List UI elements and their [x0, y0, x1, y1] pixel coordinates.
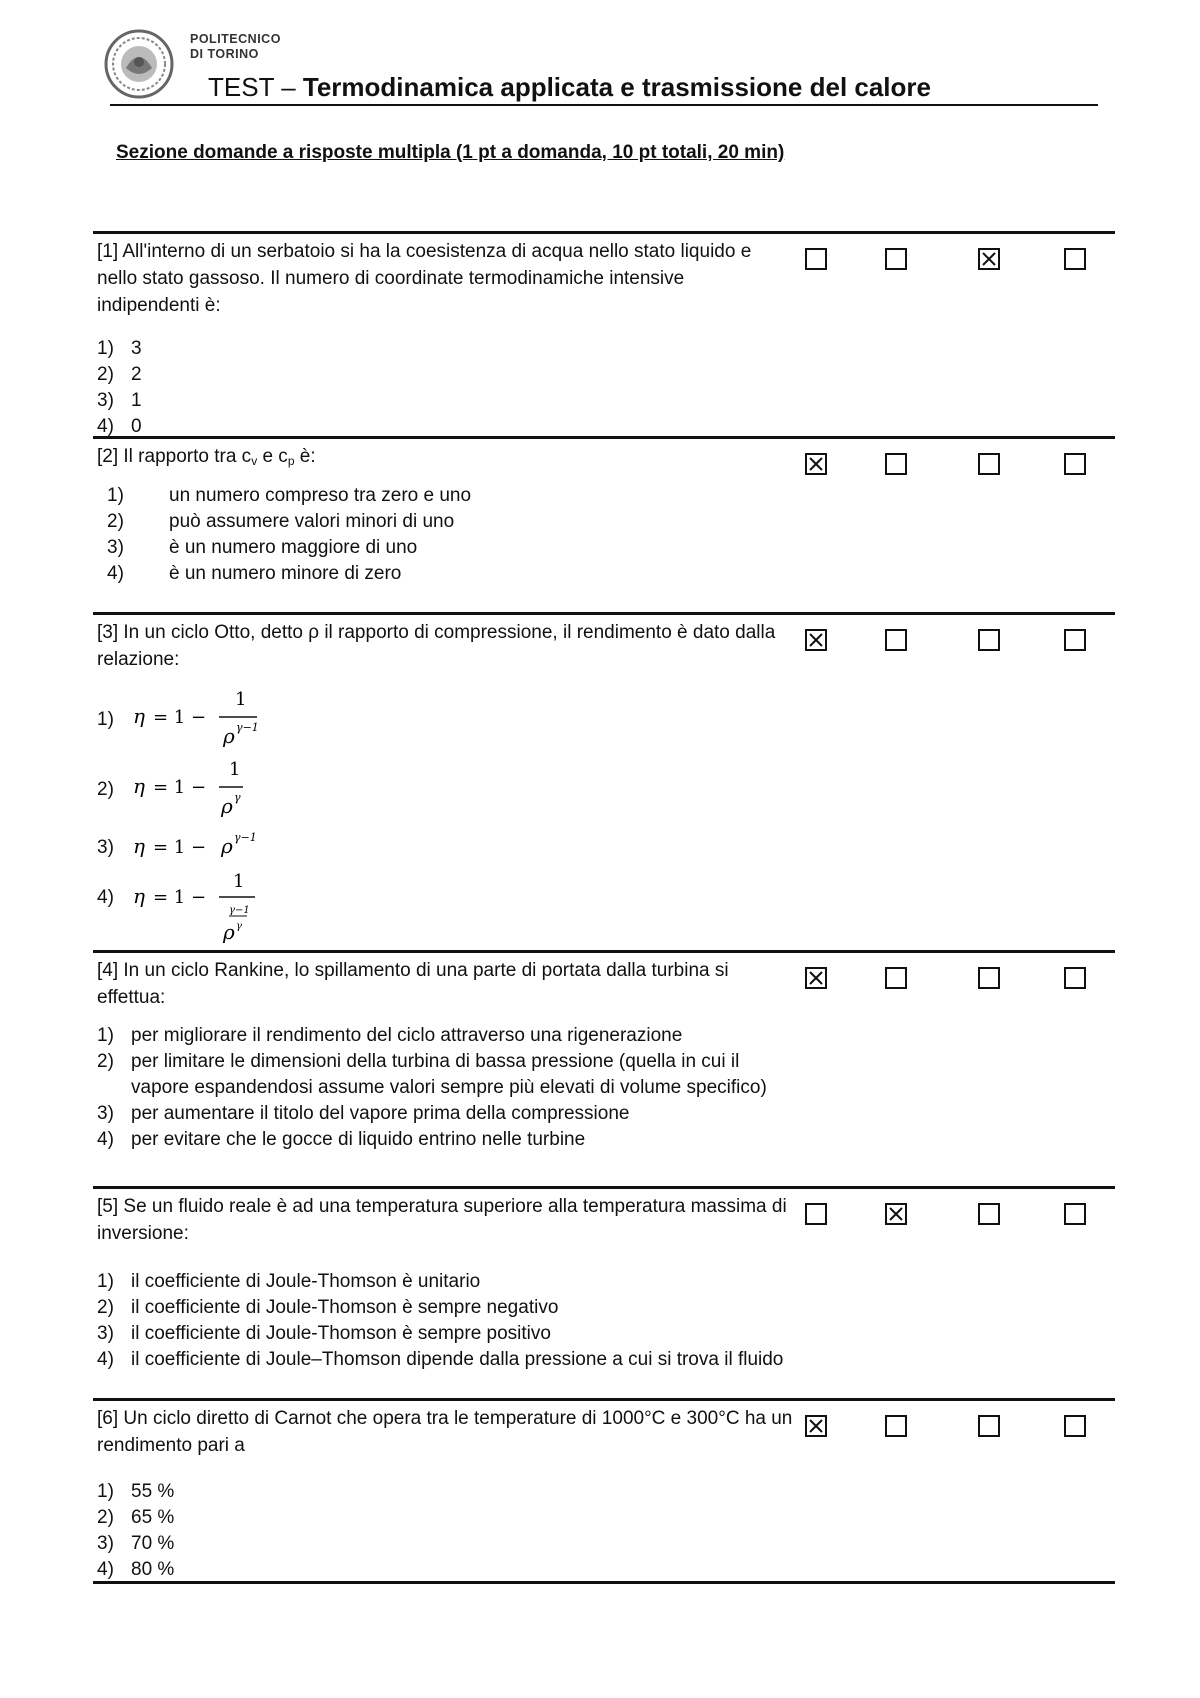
- option-text: il coefficiente di Joule-Thomson è sempre negativo: [131, 1297, 559, 1318]
- option-number: 1): [97, 338, 114, 359]
- question-text: [6] Un ciclo diretto di Carnot che opera tra le temperature di 1000°C e 300°C ha un rendimento pari a: [97, 1408, 793, 1456]
- answer-checkbox-1[interactable]: [805, 453, 827, 475]
- option-number: 4): [97, 1559, 114, 1580]
- question-text: [3] In un ciclo Otto, detto ρ il rapporto di compressione, il rendimento è dato dalla relazione:: [97, 622, 776, 670]
- title-subject: Termodinamica applicata e trasmissione del calore: [302, 72, 931, 102]
- question-5: [93, 1186, 1115, 1398]
- answer-checkbox-1[interactable]: [805, 967, 827, 989]
- options-list: [97, 685, 837, 953]
- svg-text:ρ: ρ: [221, 834, 233, 858]
- institution-name: [190, 32, 281, 62]
- answer-checkbox-3[interactable]: [978, 629, 1000, 651]
- option-4: [97, 871, 837, 953]
- option-text: 70 %: [131, 1533, 175, 1554]
- option-number: 2): [97, 364, 114, 385]
- option-number: 3): [97, 1533, 114, 1554]
- option-number: 3): [97, 837, 114, 858]
- answer-checkbox-2[interactable]: [885, 1203, 907, 1225]
- option-number: 1): [97, 709, 114, 730]
- question-text: [1] All'interno di un serbatoio si ha la coesistenza di acqua nello stato liquido e nello stato gassoso. Il numero di coordinate termodinamiche intensive indipendenti è:: [97, 241, 752, 316]
- option-3: [97, 1321, 837, 1347]
- option-text: 0: [131, 416, 142, 437]
- answer-checkbox-4[interactable]: [1064, 1415, 1086, 1437]
- option-text: un numero compreso tra zero e uno: [169, 485, 472, 506]
- svg-text:γ−1: γ−1: [229, 905, 250, 916]
- question-text-part: [2] Il rapporto tra c: [97, 446, 252, 467]
- question-4: [93, 950, 1115, 1186]
- option-text: è un numero maggiore di uno: [169, 537, 418, 558]
- option-number: 3): [97, 1323, 114, 1344]
- option-number: 3): [107, 537, 124, 558]
- answer-checkbox-3[interactable]: [978, 453, 1000, 475]
- option-text: è un numero minore di zero: [169, 563, 402, 584]
- formula-2: [131, 755, 261, 821]
- option-text: 1: [131, 390, 142, 411]
- option-text: può assumere valori minori di uno: [169, 511, 455, 532]
- question-text-part: e c: [257, 446, 288, 467]
- option-number: 4): [97, 416, 114, 437]
- svg-text:η: η: [133, 704, 145, 728]
- document-title: [208, 72, 931, 102]
- options-list: [97, 1269, 837, 1373]
- option-number: 3): [97, 1103, 114, 1124]
- answer-checkbox-3[interactable]: [978, 1415, 1000, 1437]
- option-1: [97, 1023, 837, 1049]
- option-text: per aumentare il titolo del vapore prima della compressione: [131, 1103, 630, 1124]
- svg-text:1: 1: [229, 759, 241, 780]
- svg-text:η: η: [133, 884, 145, 908]
- answer-checkbox-4[interactable]: [1064, 1203, 1086, 1225]
- option-text: 2: [131, 364, 142, 385]
- option-1: [97, 685, 837, 755]
- answer-checkbox-2[interactable]: [885, 453, 907, 475]
- answer-checkbox-4[interactable]: [1064, 248, 1086, 270]
- section-title: Sezione domande a risposte multipla (1 pt a domanda, 10 pt totali, 20 min): [116, 142, 785, 163]
- option-number: 2): [97, 779, 114, 800]
- answer-checkbox-2[interactable]: [885, 629, 907, 651]
- option-2: [97, 1049, 797, 1101]
- option-number: 2): [97, 1051, 114, 1072]
- answer-checkbox-1[interactable]: [805, 248, 827, 270]
- institution-line-1: POLITECNICO: [190, 32, 281, 46]
- options-list: [97, 1023, 837, 1153]
- option-3: [97, 823, 837, 871]
- option-text: 80 %: [131, 1559, 175, 1580]
- option-text: per evitare che le gocce di liquido entrino nelle turbine: [131, 1129, 586, 1150]
- svg-text:γ: γ: [236, 921, 242, 932]
- title-lead: TEST –: [208, 72, 303, 102]
- option-number: 2): [97, 1507, 114, 1528]
- institution-line-2: DI TORINO: [190, 47, 259, 61]
- option-text: per limitare le dimensioni della turbina di bassa pressione (quella in cui il vapore espandendosi assume valori sempre più elevati di volume specifico): [131, 1051, 767, 1098]
- answer-checkbox-2[interactable]: [885, 248, 907, 270]
- options-list: [97, 483, 837, 587]
- answer-checkbox-2[interactable]: [885, 967, 907, 989]
- formula-4: [131, 871, 261, 951]
- option-1: [97, 483, 837, 509]
- option-number: 4): [97, 1129, 114, 1150]
- option-number: 1): [107, 485, 124, 506]
- option-text: per migliorare il rendimento del ciclo attraverso una rigenerazione: [131, 1025, 683, 1046]
- options-list: [97, 1479, 837, 1583]
- cross-mark-icon: [808, 632, 824, 648]
- document-header: [104, 28, 1098, 108]
- svg-text:γ−1: γ−1: [236, 721, 259, 734]
- svg-text:γ−1: γ−1: [234, 831, 257, 844]
- options-list: [97, 336, 837, 440]
- question-text-part: è:: [294, 446, 316, 467]
- option-number: 2): [107, 511, 124, 532]
- option-text: 55 %: [131, 1481, 175, 1502]
- question-2: [93, 436, 1115, 612]
- answer-checkbox-3[interactable]: [978, 967, 1000, 989]
- answer-checkbox-1[interactable]: [805, 1415, 827, 1437]
- answer-checkbox-1[interactable]: [805, 1203, 827, 1225]
- svg-text:= 1 −: = 1 −: [153, 777, 207, 798]
- option-1: [97, 1479, 837, 1505]
- svg-text:γ: γ: [234, 791, 241, 804]
- option-number: 2): [97, 1297, 114, 1318]
- option-text: il coefficiente di Joule-Thomson è unitario: [131, 1271, 481, 1292]
- option-2: [97, 755, 837, 823]
- option-text: il coefficiente di Joule–Thomson dipende dalla pressione a cui si trova il fluido: [131, 1349, 784, 1370]
- option-number: 1): [97, 1481, 114, 1502]
- option-1: [97, 1269, 837, 1295]
- option-text: il coefficiente di Joule-Thomson è sempre positivo: [131, 1323, 551, 1344]
- svg-text:1: 1: [235, 689, 247, 710]
- answer-checkbox-4[interactable]: [1064, 453, 1086, 475]
- option-2: [97, 362, 837, 388]
- answer-checkbox-1[interactable]: [805, 629, 827, 651]
- option-3: [97, 535, 837, 561]
- questions-table: [93, 231, 1115, 1584]
- option-number: 3): [97, 390, 114, 411]
- answer-checkbox-3[interactable]: [978, 1203, 1000, 1225]
- formula-3: [131, 823, 271, 867]
- cross-mark-icon: [888, 1206, 904, 1222]
- svg-text:η: η: [133, 774, 145, 798]
- question-text: [5] Se un fluido reale è ad una temperatura superiore alla temperatura massima di inversione:: [97, 1196, 787, 1244]
- cross-mark-icon: [808, 1418, 824, 1434]
- svg-text:ρ: ρ: [223, 724, 235, 748]
- option-3: [97, 1531, 837, 1557]
- option-4: [97, 561, 837, 587]
- option-1: [97, 336, 837, 362]
- question-text: [4] In un ciclo Rankine, lo spillamento di una parte di portata dalla turbina si effettua:: [97, 960, 729, 1008]
- option-4: [97, 1347, 797, 1373]
- cross-mark-icon: [808, 456, 824, 472]
- question-3: [93, 612, 1115, 950]
- svg-text:= 1 −: = 1 −: [153, 707, 207, 728]
- option-number: 4): [97, 887, 114, 908]
- option-2: [97, 1295, 837, 1321]
- option-text: 3: [131, 338, 142, 359]
- svg-text:ρ: ρ: [221, 794, 233, 818]
- svg-text:= 1 −: = 1 −: [153, 837, 207, 858]
- question-6: [93, 1398, 1115, 1584]
- option-number: 4): [107, 563, 124, 584]
- university-seal-logo: [104, 28, 174, 100]
- svg-text:η: η: [133, 834, 145, 858]
- formula-1: [131, 685, 261, 751]
- answer-checkbox-4[interactable]: [1064, 967, 1086, 989]
- option-text: 65 %: [131, 1507, 175, 1528]
- option-number: 1): [97, 1025, 114, 1046]
- subscript-p: p: [287, 454, 295, 468]
- svg-text:= 1 −: = 1 −: [153, 887, 207, 908]
- cross-mark-icon: [981, 251, 997, 267]
- header-divider: [110, 104, 1098, 106]
- answer-checkbox-4[interactable]: [1064, 629, 1086, 651]
- cross-mark-icon: [808, 970, 824, 986]
- option-3: [97, 1101, 837, 1127]
- svg-text:ρ: ρ: [223, 920, 235, 944]
- answer-checkbox-2[interactable]: [885, 1415, 907, 1437]
- answer-checkbox-3[interactable]: [978, 248, 1000, 270]
- option-number: 4): [97, 1349, 114, 1370]
- option-number: 1): [97, 1271, 114, 1292]
- option-4: [97, 1557, 837, 1583]
- question-1: [93, 231, 1115, 436]
- option-3: [97, 388, 837, 414]
- option-2: [97, 1505, 837, 1531]
- svg-text:1: 1: [233, 871, 245, 892]
- subscript-v: v: [251, 454, 258, 468]
- option-2: [97, 509, 837, 535]
- question-text: [97, 443, 787, 475]
- option-4: [97, 1127, 837, 1153]
